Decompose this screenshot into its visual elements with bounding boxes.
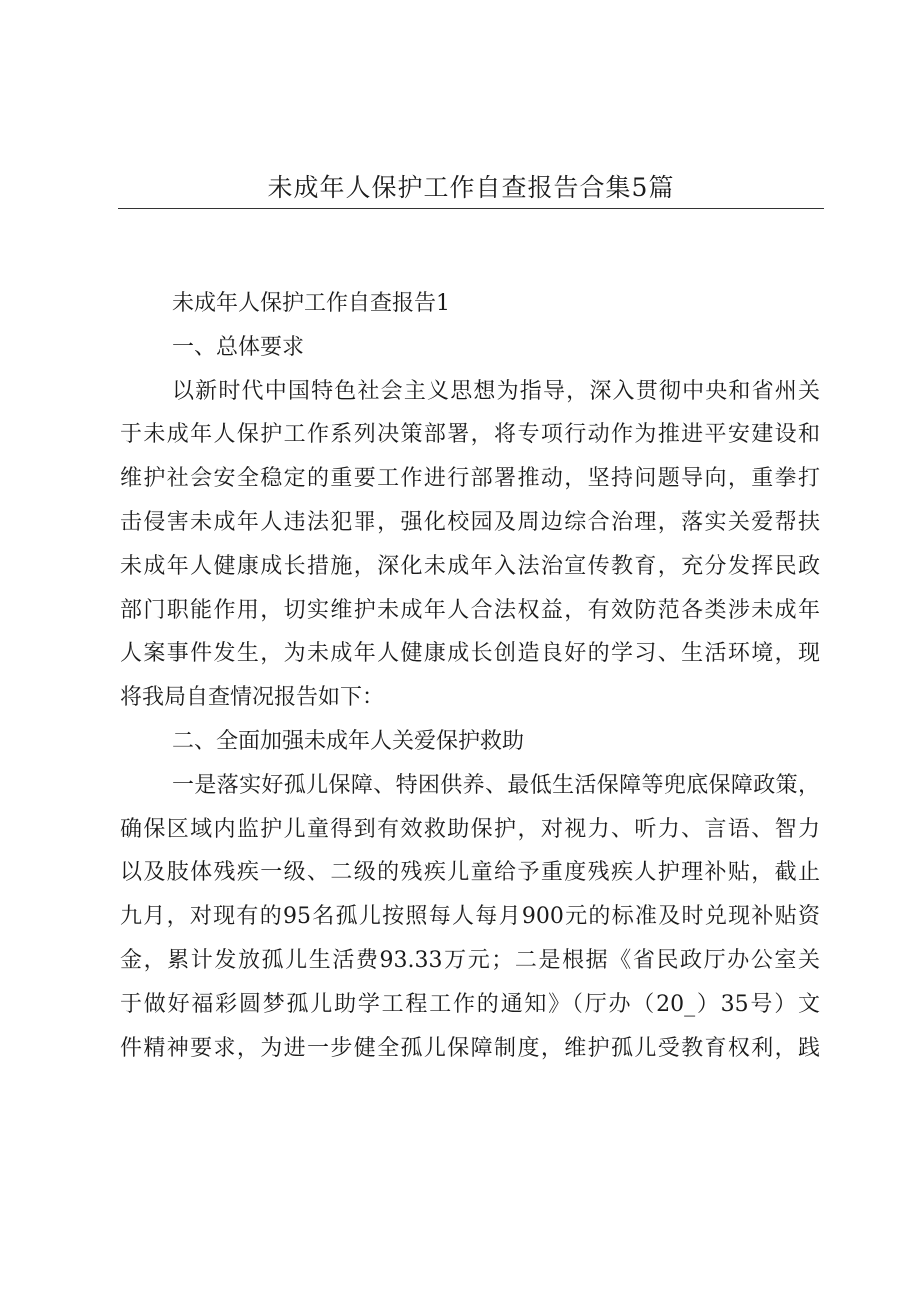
- paragraph-line: 将我局自查情况报告如下：: [120, 685, 385, 711]
- paragraph-line: 于做好福彩圆梦孤儿助学工程工作的通知》（厅办（20_）35号）文: [120, 991, 820, 1017]
- title-underline: [118, 208, 824, 209]
- document-title: 未成年人保护工作自查报告合集5篇: [267, 173, 675, 202]
- paragraph-line: 九月，对现有的95名孤儿按照每人每月900元的标准及时兑现补贴资: [120, 904, 820, 930]
- paragraph-line: 确保区域内监护儿童得到有效救助保护，对视力、听力、言语、智力: [120, 816, 820, 842]
- section-heading-2: 二、全面加强未成年人关爱保护救助: [172, 728, 525, 754]
- paragraph-2: [120, 764, 820, 1071]
- document-body: [120, 282, 820, 1070]
- paragraph-line: 金，累计发放孤儿生活费93.33万元；二是根据《省民政厅办公室关: [120, 947, 820, 973]
- paragraph-line: 人案事件发生，为未成年人健康成长创造良好的学习、生活环境，现: [120, 641, 820, 667]
- report-subtitle: 未成年人保护工作自查报告1: [172, 291, 450, 316]
- paragraph-line: 部门职能作用，切实维护未成年人合法权益，有效防范各类涉未成年: [120, 597, 820, 623]
- paragraph-1: [120, 370, 820, 720]
- paragraph-line: 未成年人健康成长措施，深化未成年入法治宣传教育，充分发挥民政: [120, 553, 820, 579]
- paragraph-line: 维护社会安全稳定的重要工作进行部署推动，坚持问题导向，重拳打: [120, 466, 820, 492]
- paragraph-line: 击侵害未成年人违法犯罪，强化校园及周边综合治理，落实关爱帮扶: [120, 509, 820, 535]
- section-heading-1: 一、总体要求: [172, 334, 305, 360]
- paragraph-line: 件精神要求，为进一步健全孤儿保障制度，维护孤儿受教育权利，践: [120, 1035, 820, 1061]
- paragraph-line: 一是落实好孤儿保障、特困供养、最低生活保障等兜底保障政策，: [172, 772, 820, 798]
- paragraph-line: 于未成年人保护工作系列决策部署，将专项行动作为推进平安建设和: [120, 422, 820, 448]
- paragraph-line: 以新时代中国特色社会主义思想为指导，深入贯彻中央和省州关: [172, 378, 820, 404]
- paragraph-line: 以及肢体残疾一级、二级的残疾儿童给予重度残疾人护理补贴，截止: [120, 860, 820, 886]
